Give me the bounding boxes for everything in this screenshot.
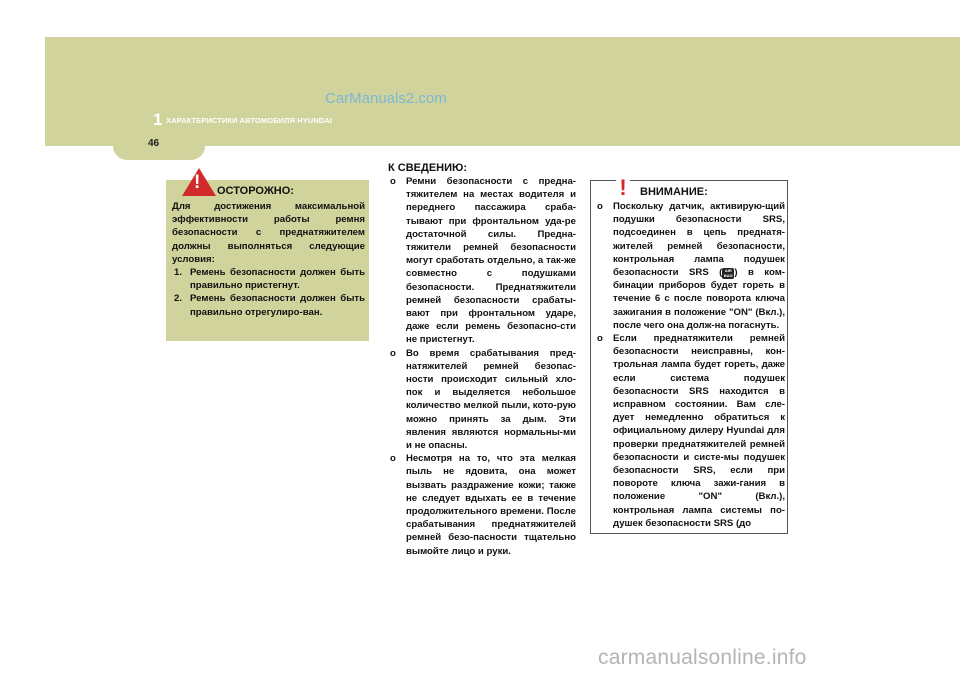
watermark-link-top[interactable]: CarManuals2.com [325, 90, 447, 107]
caution-list [595, 200, 785, 530]
header-band [45, 37, 960, 146]
page-number: 46 [148, 138, 160, 149]
info-column [388, 162, 576, 558]
warning-triangle-icon: ! [182, 168, 216, 196]
caution-list-item: o Поскольку датчик, активирую-щий подушки безопасности SRS, подсоединен в цепь преднатя-жителей ремней безопасности, контрольная лампа подушек безопасности SRS ( AIR BAG ) в ком-бинации приборов будет гореть в течение 6 с после поворота ключа зажигания в положение "ON" (Вкл.), после чего она долж-на погаснуть. [597, 201, 785, 331]
caution-box [590, 175, 788, 534]
info-list-item: o Во время срабатывания пред-натяжителей ремней безопас-ности происходит сильный хло-пок и выделяется небольшое количество мелкой пыли, кото-рую можно принять за дым. Эти явления являются нормальны-ми и не опасны. [390, 347, 576, 452]
caution-triangle-icon [605, 169, 641, 199]
info-list-item: o Несмотря на то, что эта мелкая пыль не ядовита, она может вызвать раздражение кожи; также не следует вдыхать ее в течение продолжительного времени. После срабатывания преднатяжителей ремней безо-пасности тщательно вымойте лицо и руки. [390, 453, 576, 557]
warning-intro: Для достижения максимальной эффективности работы ремня безопасности с преднатяжителем должны выполняться следующие условия: [172, 201, 365, 265]
warning-title: ОСТОРОЖНО: [217, 185, 294, 197]
watermark-link-bottom[interactable]: carmanualsonline.info [598, 646, 807, 669]
warning-box [166, 172, 369, 341]
chapter-title: ХАРАКТЕРИСТИКИ АВТОМОБИЛЯ HYUNDAI [166, 116, 333, 125]
caution-list-item: o Если преднатяжители ремней безопасности неисправны, кон-трольная лампа будет гореть, даже если система подушек безопасности SRS находится в исправном состоянии. Вам сле-дует немедленно обратиться к официальному дилеру Hyundai для проверки преднатяжителей ремней безопасности и систе-мы подушек безопасности SRS, если при повороте ключа зажи-гания в положение "ON" (Вкл.), контрольная лампа системы по-душек безопасности SRS (до [597, 333, 785, 529]
info-list-item: o Ремни безопасности с предна-тяжителем на местах водителя и переднего пассажира сраба-тывают при фронтальном уда-ре достаточной силы. Предна-тяжители ремней безопасности могут сработать отдельно, а так-же совместно с подушками безопасности. Преднатяжители ремней безопасности срабаты-вают при фронтальном ударе, даже если ремень безопасно-сти не пристегнут. [390, 176, 576, 346]
svg-text:!: ! [619, 175, 627, 199]
info-list [388, 175, 576, 558]
warning-list [172, 266, 365, 319]
warning-list-item: 1. Ремень безопасности должен быть правильно пристегнут. [174, 267, 365, 292]
warning-text [172, 200, 365, 319]
chapter-number: 1 [153, 110, 163, 129]
warning-list-item: 2. Ремень безопасности должен быть правильно отрегулиро-ван. [174, 293, 365, 318]
caution-text [595, 200, 785, 530]
caution-title: ВНИМАНИЕ: [640, 186, 708, 198]
info-heading: К СВЕДЕНИЮ: [388, 162, 468, 174]
srs-airbag-icon: AIR BAG [723, 267, 733, 279]
